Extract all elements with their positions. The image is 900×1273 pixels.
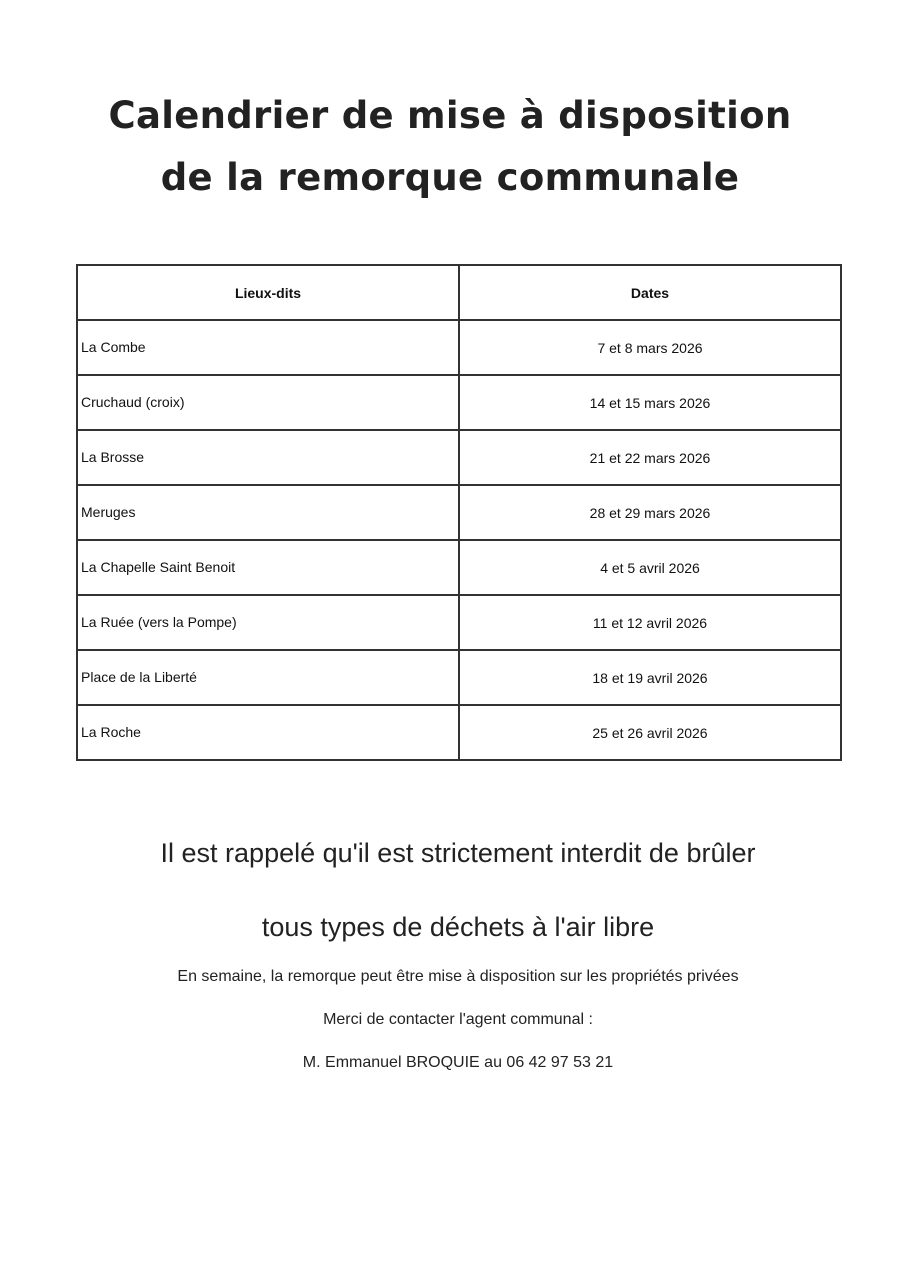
place-cell: La Ruée (vers la Pompe): [77, 595, 459, 650]
date-cell: 4 et 5 avril 2026: [459, 540, 841, 595]
table-row: [77, 540, 841, 595]
burning-ban-notice-line-2: tous types de déchets à l'air libre: [261, 912, 655, 942]
document-title-line-1: Calendrier de mise à disposition: [108, 94, 792, 137]
weekday-availability-text: En semaine, la remorque peut être mise à disposition sur les propriétés privées: [177, 968, 739, 985]
header-lieux-dits: Lieux-dits: [77, 265, 459, 320]
date-cell: 7 et 8 mars 2026: [459, 320, 841, 375]
burning-ban-notice-line-1: Il est rappelé qu'il est strictement interdit de brûler: [160, 838, 756, 868]
table-row: [77, 485, 841, 540]
place-cell: Cruchaud (croix): [77, 375, 459, 430]
table-row: [77, 375, 841, 430]
schedule-table-container: [76, 264, 840, 761]
date-cell: 28 et 29 mars 2026: [459, 485, 841, 540]
table-header-row: [77, 265, 841, 320]
date-cell: 14 et 15 mars 2026: [459, 375, 841, 430]
place-cell: La Roche: [77, 705, 459, 760]
contact-request-text: Merci de contacter l'agent communal :: [323, 1011, 593, 1028]
date-cell: 18 et 19 avril 2026: [459, 650, 841, 705]
contact-person-phone: M. Emmanuel BROQUIE au 06 42 97 53 21: [302, 1054, 614, 1071]
place-cell: La Chapelle Saint Benoit: [77, 540, 459, 595]
table-row: [77, 705, 841, 760]
table-row: [77, 430, 841, 485]
place-cell: La Brosse: [77, 430, 459, 485]
table-row: [77, 650, 841, 705]
header-dates: Dates: [459, 265, 841, 320]
date-cell: 25 et 26 avril 2026: [459, 705, 841, 760]
place-cell: La Combe: [77, 320, 459, 375]
document-title-line-2: de la remorque communale: [160, 156, 740, 199]
place-cell: Meruges: [77, 485, 459, 540]
schedule-table: [76, 264, 842, 761]
table-row: [77, 595, 841, 650]
date-cell: 11 et 12 avril 2026: [459, 595, 841, 650]
table-row: [77, 320, 841, 375]
place-cell: Place de la Liberté: [77, 650, 459, 705]
date-cell: 21 et 22 mars 2026: [459, 430, 841, 485]
